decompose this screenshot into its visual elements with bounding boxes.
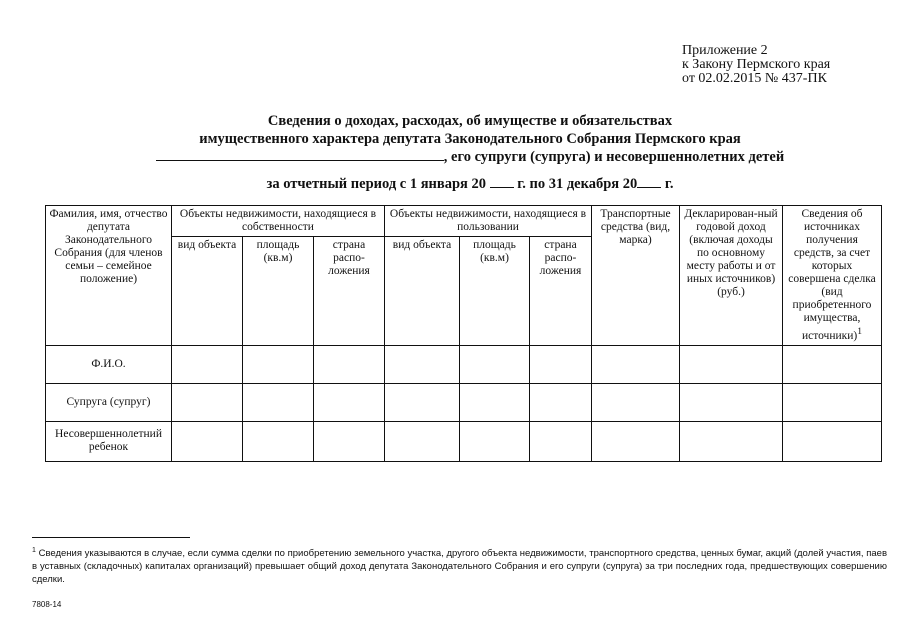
title-line-3-text: , его супруги (супруга) и несовершеннолетних детей [443,149,785,165]
header-transport: Транспортные средства (вид, марка) [592,206,680,346]
footnote-mark: 1 [32,547,36,554]
footnote [32,544,887,586]
table-cell [385,421,460,461]
header-used-property: Объекты недвижимости, находящиеся в пользовании [385,206,592,237]
period-part-3: г. [664,176,674,192]
owned-type: вид объекта [172,237,243,346]
table-cell [783,421,882,461]
row-label-fio: Ф.И.О. [46,345,172,383]
header-sources-text: Сведения об источниках получения средств, за счет которых совершена сделка (вид приобретенного имущества, источники) [788,208,876,342]
end-year-blank [637,175,661,188]
document-title [120,112,820,166]
table-row [46,383,882,421]
table-cell [314,345,385,383]
appendix-line-3: от 02.02.2015 № 437-ПК [682,71,827,86]
table-row [46,345,882,383]
table-cell [680,421,783,461]
table-cell [460,345,530,383]
table-cell [783,383,882,421]
table-cell [530,383,592,421]
header-income: Декларирован-ный годовой доход (включая доходы по основному месту работы и от иных источников) (руб.) [680,206,783,346]
table-cell [172,383,243,421]
appendix-line-2: к Закону Пермского края [682,57,831,72]
reporting-period [120,175,820,193]
appendix-line-1: Приложение 2 [682,43,768,58]
header-sources [783,206,882,346]
header-sources-footnote-mark: 1 [857,326,863,337]
table-cell [460,383,530,421]
appendix-header [682,44,830,86]
table-cell [460,421,530,461]
owned-area: площадь (кв.м) [243,237,314,346]
footnote-divider [32,537,190,538]
row-label-spouse: Супруга (супруг) [46,383,172,421]
used-country: страна распо-ложения [530,237,592,346]
title-line-2: имущественного характера депутата Законодательного Собрания Пермского края [199,131,741,147]
owned-country: страна распо-ложения [314,237,385,346]
title-line-3 [120,148,820,166]
period-part-2: г. по 31 декабря 20 [517,176,638,192]
footnote-text: Сведения указываются в случае, если сумма сделки по приобретению земельного участка, другого объекта недвижимости, транспортного средства, ценных бумаг, акций (долей участия, паев в уставных (складочных) капиталах организаций) превышает общий доход депутата Законодательного Собрания и его супруги (супруга) за три последних года, предшествующих совершению сделки. [32,548,888,586]
table-cell [680,383,783,421]
used-area: площадь (кв.м) [460,237,530,346]
table-cell [530,345,592,383]
table-cell [680,345,783,383]
table-cell [385,383,460,421]
table-cell [172,345,243,383]
start-year-blank [490,175,514,188]
title-line-1: Сведения о доходах, расходах, об имуществе и обязательствах [267,113,673,129]
period-part-1: за отчетный период с 1 января 20 [266,176,487,192]
table-cell [592,421,680,461]
table-cell [783,345,882,383]
table-row [46,421,882,461]
table-cell [530,421,592,461]
table-header-row-1 [46,206,882,237]
used-type: вид объекта [385,237,460,346]
table-cell [592,383,680,421]
table-cell [243,383,314,421]
header-name: Фамилия, имя, отчество депутата Законодательного Собрания (для членов семьи – семейное положение) [46,206,172,346]
table-cell [314,383,385,421]
table-cell [243,421,314,461]
table-cell [314,421,385,461]
declaration-table [45,205,882,462]
table-cell [172,421,243,461]
header-owned-property: Объекты недвижимости, находящиеся в собственности [172,206,385,237]
row-label-child: Несовершеннолетний ребенок [46,421,172,461]
document-code: 7808-14 [32,600,62,609]
table-cell [592,345,680,383]
table-cell [385,345,460,383]
deputy-name-blank [156,148,444,161]
table-cell [243,345,314,383]
